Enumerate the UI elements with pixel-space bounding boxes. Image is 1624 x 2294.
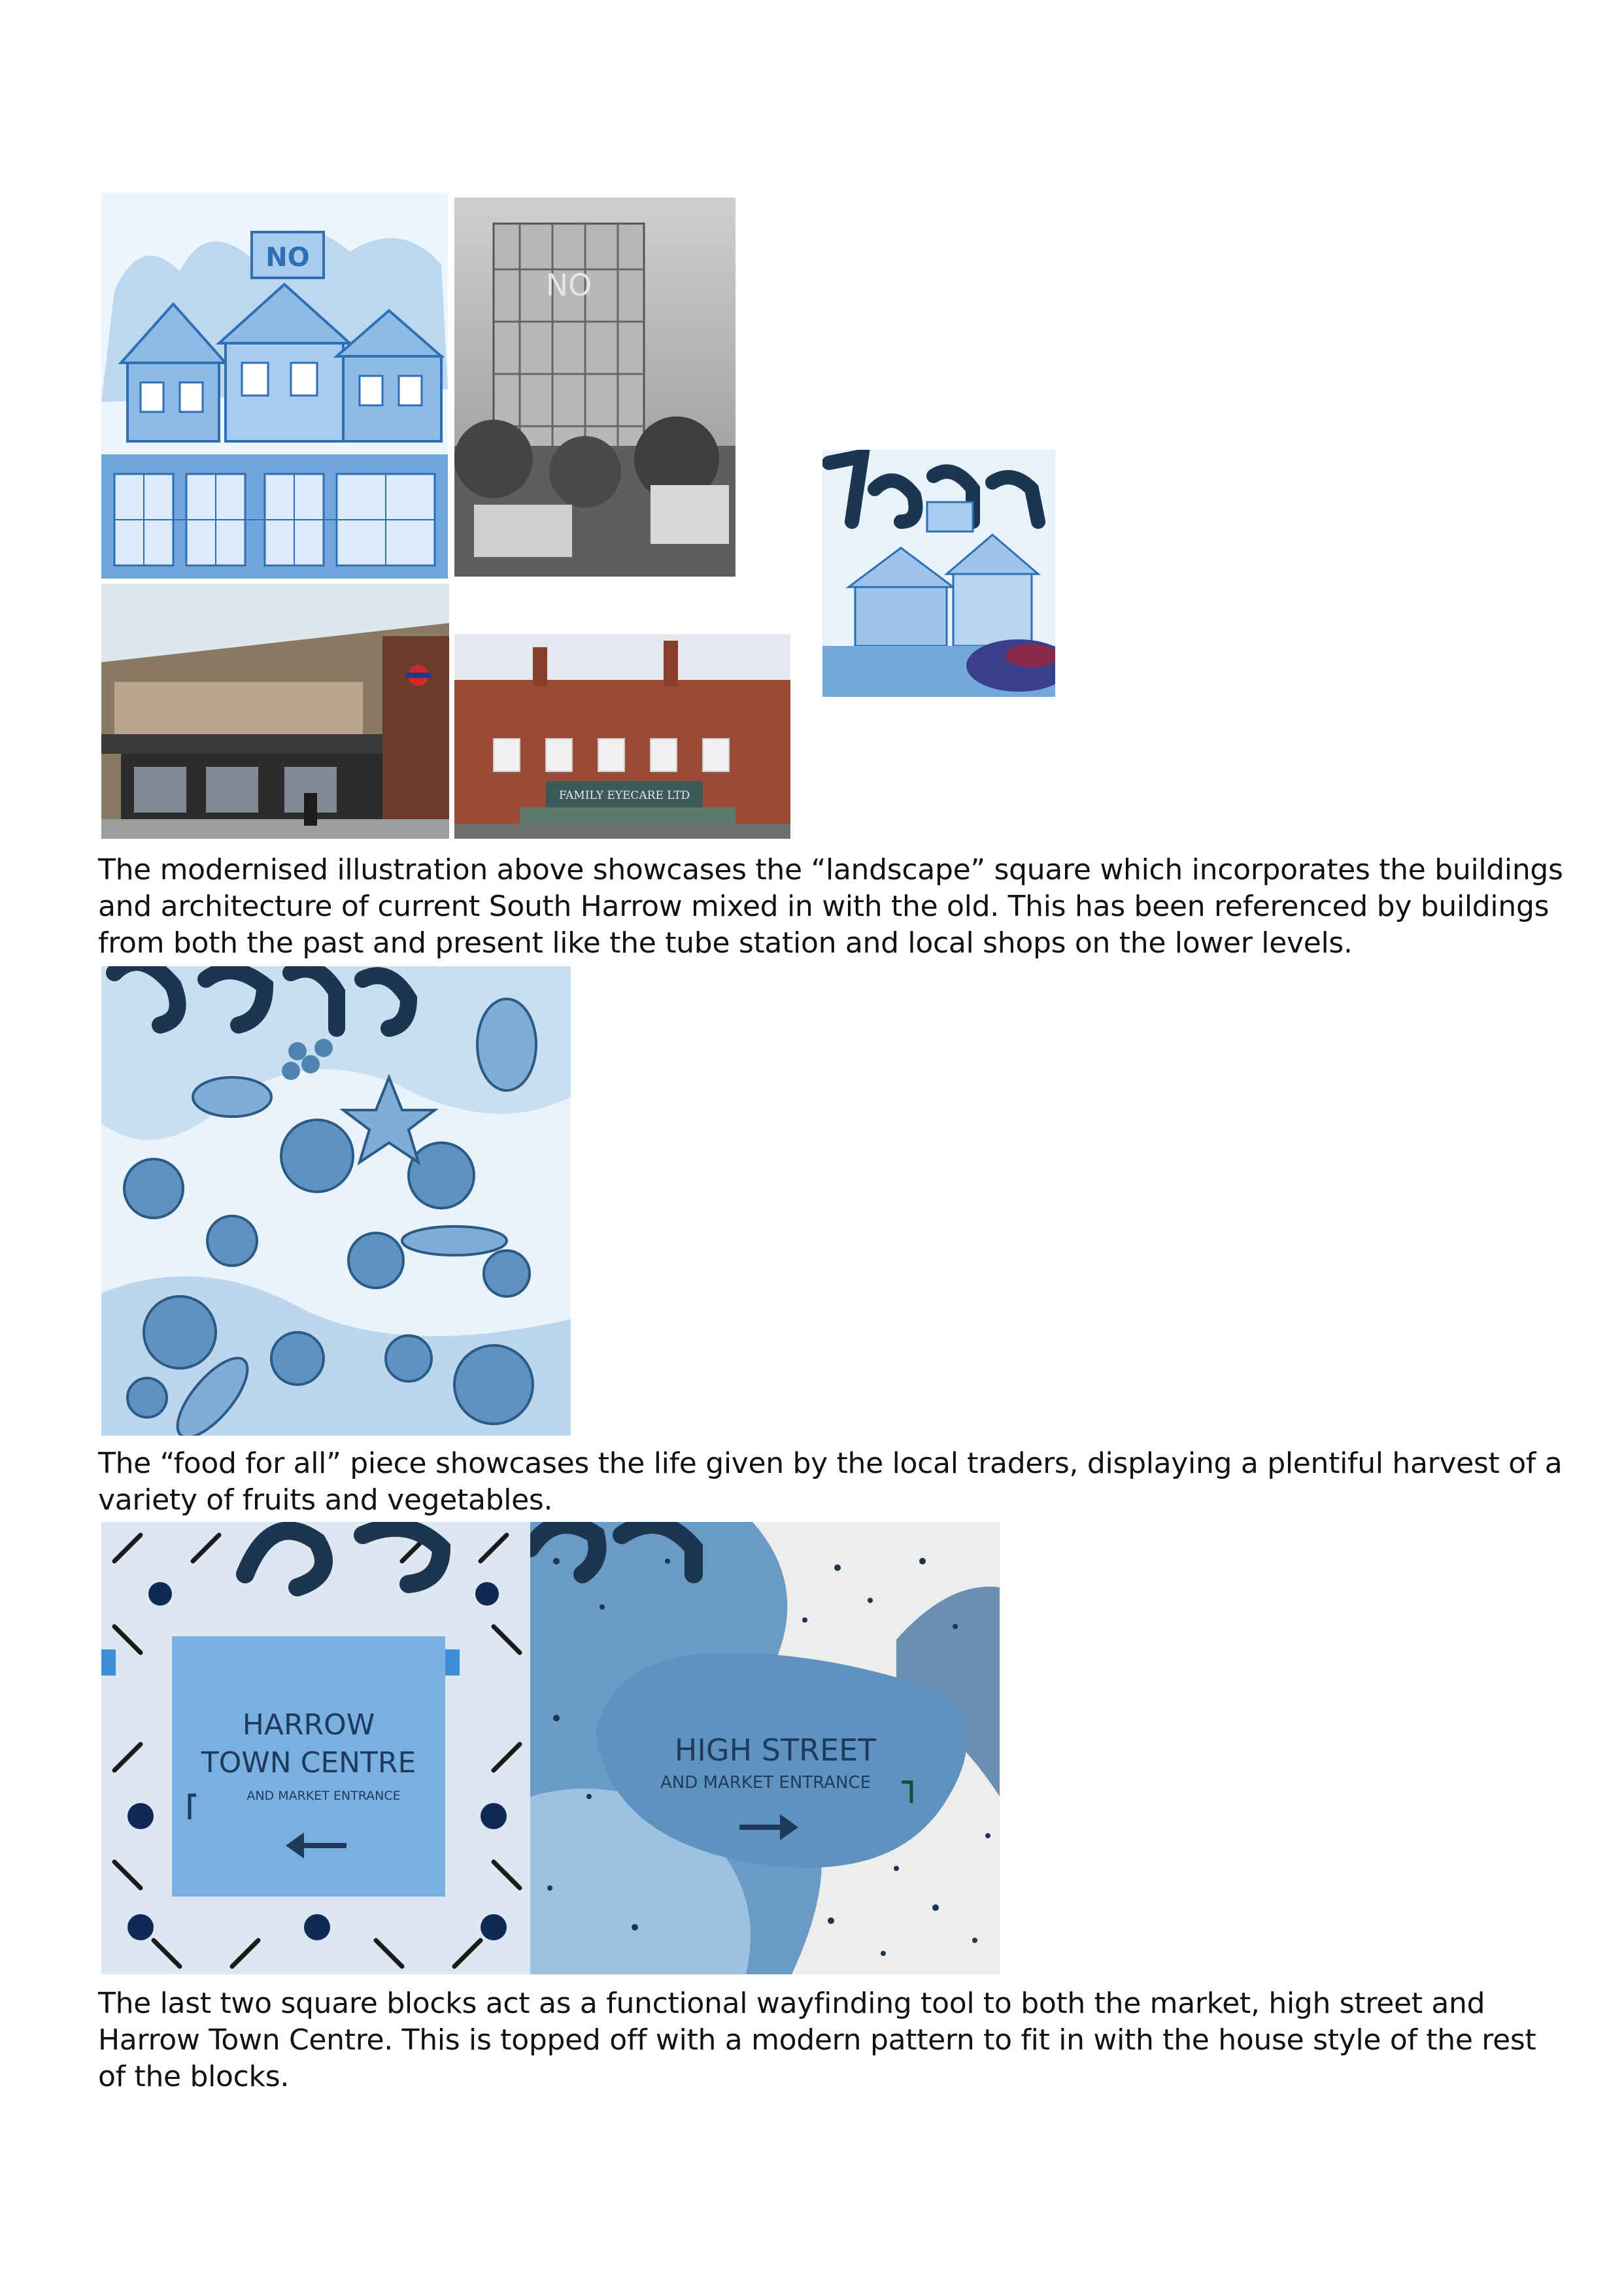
photo-gas-holder bbox=[454, 197, 736, 577]
harrow-sign-line2: TOWN CENTRE bbox=[201, 1746, 416, 1780]
landscape-description: The modernised illustration above showcases the “landscape” square which incorporates the buildings and architecture of current South Harrow mixed in with the old. This has been referenced by buildings from both the past and present like the tube station and local shops on the lower levels. bbox=[98, 853, 1563, 960]
high-street-sign-line1: HIGH STREET bbox=[674, 1732, 877, 1768]
illustration-food-for-all bbox=[101, 966, 571, 1436]
illustration-sign-text: NO bbox=[265, 243, 310, 273]
photo-eyecare-shop bbox=[454, 634, 790, 839]
sign-high-street bbox=[530, 1522, 1000, 1974]
food-description: The “food for all” piece showcases the life given by the local traders, displaying a plentiful harvest of a variety of fruits and vegetables. bbox=[98, 1447, 1563, 1517]
harrow-sign-line3: AND MARKET ENTRANCE bbox=[246, 1789, 401, 1803]
illustration-harrow-crop bbox=[822, 450, 1055, 697]
high-street-sign-line2: AND MARKET ENTRANCE bbox=[660, 1773, 871, 1793]
shop-sign-text: FAMILY EYECARE LTD bbox=[558, 789, 690, 802]
illustration-landscape-houses bbox=[101, 193, 448, 579]
sign-harrow-town-centre bbox=[101, 1522, 530, 1974]
photo-tube-station bbox=[101, 584, 449, 839]
harrow-sign-line1: HARROW bbox=[242, 1708, 375, 1742]
gas-holder-text: NO bbox=[545, 267, 592, 303]
wayfinding-description: The last two square blocks act as a functional wayfinding tool to both the market, high street and Harrow Town Centre. This is topped off with a modern pattern to fit in with the house style of the rest of the blocks. bbox=[98, 1987, 1536, 2093]
